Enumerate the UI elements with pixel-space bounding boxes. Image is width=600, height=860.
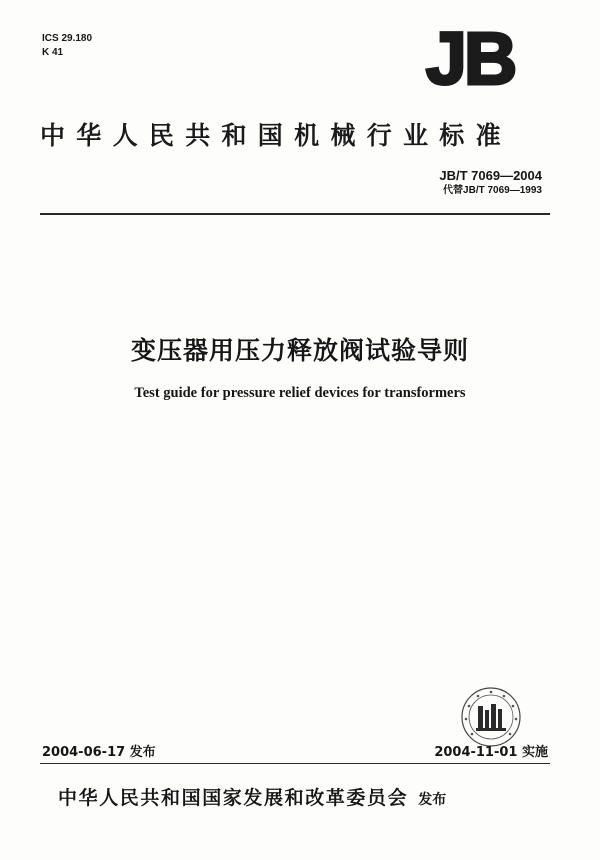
- classification-codes: [42, 32, 92, 60]
- publisher-seal-icon: [460, 686, 522, 748]
- ics-code: ICS 29.180: [42, 33, 93, 44]
- replaces-standard: 代替JB/T 7069—1993: [443, 185, 542, 196]
- document-title-chinese: 变压器用压力释放阀试验导则: [130, 336, 469, 365]
- footer-divider: [40, 763, 550, 764]
- issuer-name: 中华人民共和国国家发展和改革委员会: [58, 787, 409, 809]
- org-title: 中华人民共和国机械行业标准: [40, 121, 512, 150]
- jb-logo: [414, 24, 526, 90]
- implementation-date: 2004-11-01 实施: [434, 745, 548, 760]
- issue-date: 2004-06-17 发布: [42, 745, 156, 760]
- standard-number-block: [439, 168, 542, 198]
- issuer-line: [58, 783, 446, 810]
- document-title-english: Test guide for pressure relief devices for transformers: [134, 385, 466, 401]
- standard-number: JB/T 7069—2004: [439, 168, 542, 183]
- issuer-action: 发布: [418, 792, 447, 808]
- jb-logo-text: JB: [425, 24, 515, 90]
- ccs-code: K 41: [42, 47, 64, 58]
- header-divider: [40, 213, 550, 215]
